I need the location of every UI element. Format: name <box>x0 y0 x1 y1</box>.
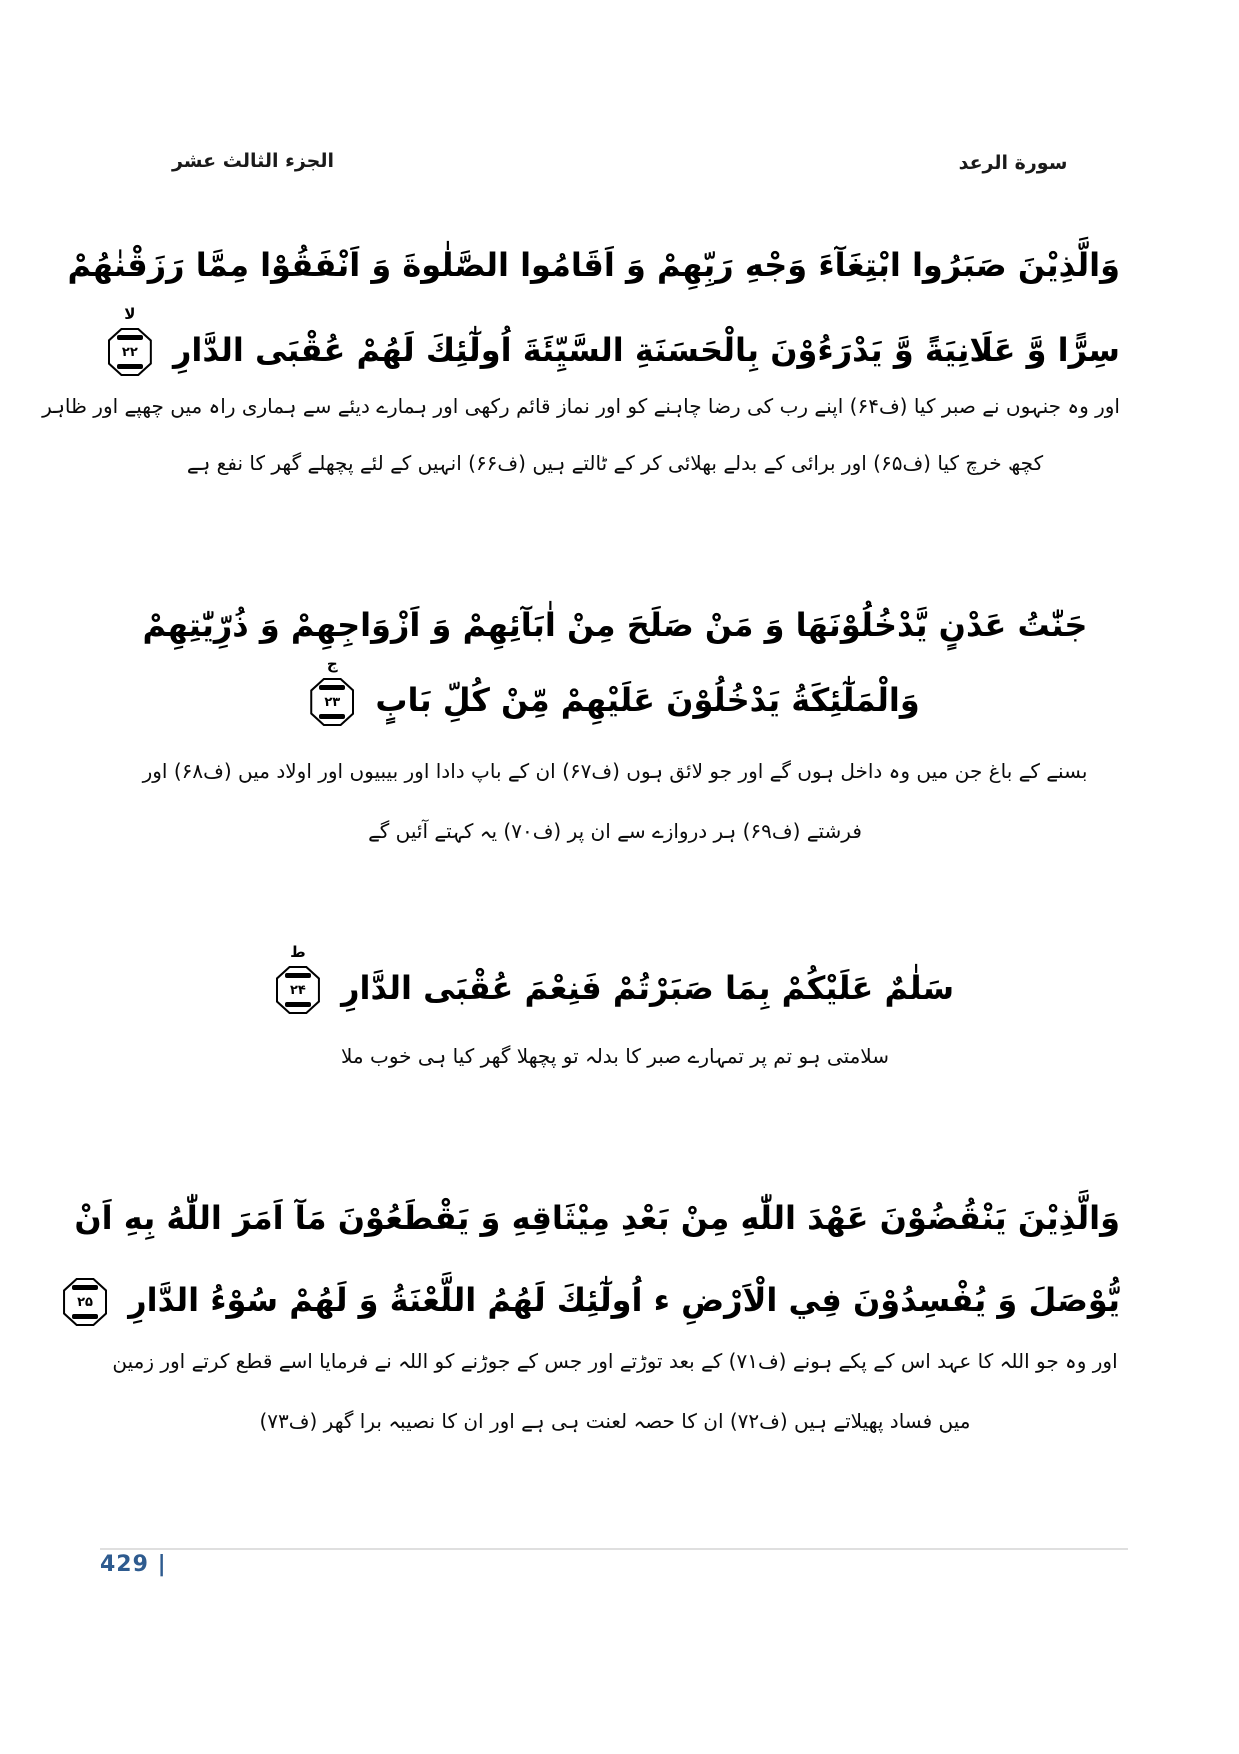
stop-mark: لا <box>124 305 136 323</box>
header-surah-title: سورة الرعد <box>958 152 1068 174</box>
arabic-verse-line: وَالَّذِيْنَ صَبَرُوا ابْتِغَآءَ وَجْهِ رَبِّهِمْ وَ اَقَامُوا الصَّلٰوةَ وَ اَنْفَقُوْا مِمَّا رَزَقْنٰهُمْ <box>67 246 1120 284</box>
stop-mark: ج <box>326 655 338 673</box>
arabic-verse-text: وَالْمَلٰٓئِكَةُ يَدْخُلُوْنَ عَلَيْهِمْ مِّنْ كُلِّ بَابٍ <box>375 681 920 719</box>
ayah-ornament-icon <box>310 678 354 726</box>
ayah-ornament-icon <box>276 966 320 1014</box>
urdu-translation-line: کچھ خرچ کیا (ف۶۵) اور برائی کے بدلے بھلائی کر کے ٹالتے ہیں (ف۶۶) انہیں کے لئے پچھلے گھر کا نفع ہے <box>186 451 1044 475</box>
arabic-verse-line <box>110 943 1120 1023</box>
arabic-verse-line: جَنّٰتُ عَدْنٍ يَّدْخُلُوْنَهَا وَ مَنْ صَلَحَ مِنْ اٰبَآئِهِمْ وَ اَزْوَاجِهِمْ وَ ذُرِّيّٰتِهِمْ <box>142 606 1088 644</box>
arabic-verse-text: سَلٰمٌ عَلَيْكُمْ بِمَا صَبَرْتُمْ فَنِعْمَ عُقْبَى الدَّارِ <box>341 969 955 1007</box>
ayah-number: ۲۴ <box>289 982 306 998</box>
urdu-translation-line: اور وہ جو اللہ کا عہد اس کے پکے ہونے (ف۷۱) کے بعد توڑتے اور جس کے جوڑنے کو اللہ نے فرمایا اسے قطع کرتے اور زمین <box>112 1349 1118 1373</box>
ayah-number: ۲۳ <box>324 694 341 710</box>
arabic-verse-line <box>110 655 1120 735</box>
page-number-value: 429 <box>100 1552 149 1577</box>
page-number <box>100 1552 167 1577</box>
ayah-end-marker <box>310 655 354 726</box>
ayah-ornament-icon <box>63 1278 107 1326</box>
ayah-end-marker <box>108 305 152 376</box>
ayah-number: ۲۲ <box>121 344 138 360</box>
page-number-separator: | <box>157 1552 167 1577</box>
ayah-end-marker <box>63 1278 107 1326</box>
ayah-number: ۲۵ <box>77 1294 93 1310</box>
stop-mark: ط <box>290 943 306 961</box>
urdu-translation-line: بسنے کے باغ جن میں وہ داخل ہوں گے اور جو لائق ہوں (ف۶۷) ان کے باپ دادا اور بیبیوں اور اولاد میں (ف۶۸) اور <box>142 759 1088 783</box>
ayah-ornament-icon <box>108 328 152 376</box>
ayah-end-marker <box>276 943 320 1014</box>
urdu-translation-line: اور وہ جنہوں نے صبر کیا (ف۶۴) اپنے رب کی رضا چاہنے کو اور نماز قائم رکھی اور ہمارے دیئے سے ہماری راہ میں چھپے اور ظاہر <box>42 394 1120 418</box>
arabic-verse-line <box>77 1265 1120 1335</box>
arabic-verse-text: سِرًّا وَّ عَلَانِيَةً وَّ يَدْرَءُوْنَ بِالْحَسَنَةِ السَّيِّئَةَ اُولٰٓئِكَ لَهُمْ عُقْبَى الدَّارِ <box>172 331 1120 369</box>
footer-divider <box>100 1548 1128 1550</box>
arabic-verse-text: يُّوْصَلَ وَ يُفْسِدُوْنَ فِي الْاَرْضِ ء اُولٰٓئِكَ لَهُمُ اللَّعْنَةُ وَ لَهُمْ سُوْءُ الدَّارِ <box>128 1281 1120 1319</box>
urdu-translation-line: سلامتی ہو تم پر تمہارے صبر کا بدلہ تو پچھلا گھر کیا ہی خوب ملا <box>340 1044 890 1068</box>
arabic-verse-line <box>110 305 1120 385</box>
arabic-verse-line: وَالَّذِيْنَ يَنْقُضُوْنَ عَهْدَ اللّٰهِ مِنْ بَعْدِ مِيْثَاقِهِ وَ يَقْطَعُوْنَ مَآ اَمَرَ اللّٰهُ بِهِ اَنْ <box>74 1199 1120 1237</box>
urdu-translation-line: میں فساد پھیلاتے ہیں (ف۷۲) ان کا حصہ لعنت ہی ہے اور ان کا نصیبہ برا گھر (ف۷۳) <box>259 1409 971 1433</box>
urdu-translation-line: فرشتے (ف۶۹) ہر دروازے سے ان پر (ف۷۰) یہ کہتے آئیں گے <box>368 819 862 843</box>
header-juz-title: الجزء الثالث عشر <box>171 150 335 172</box>
